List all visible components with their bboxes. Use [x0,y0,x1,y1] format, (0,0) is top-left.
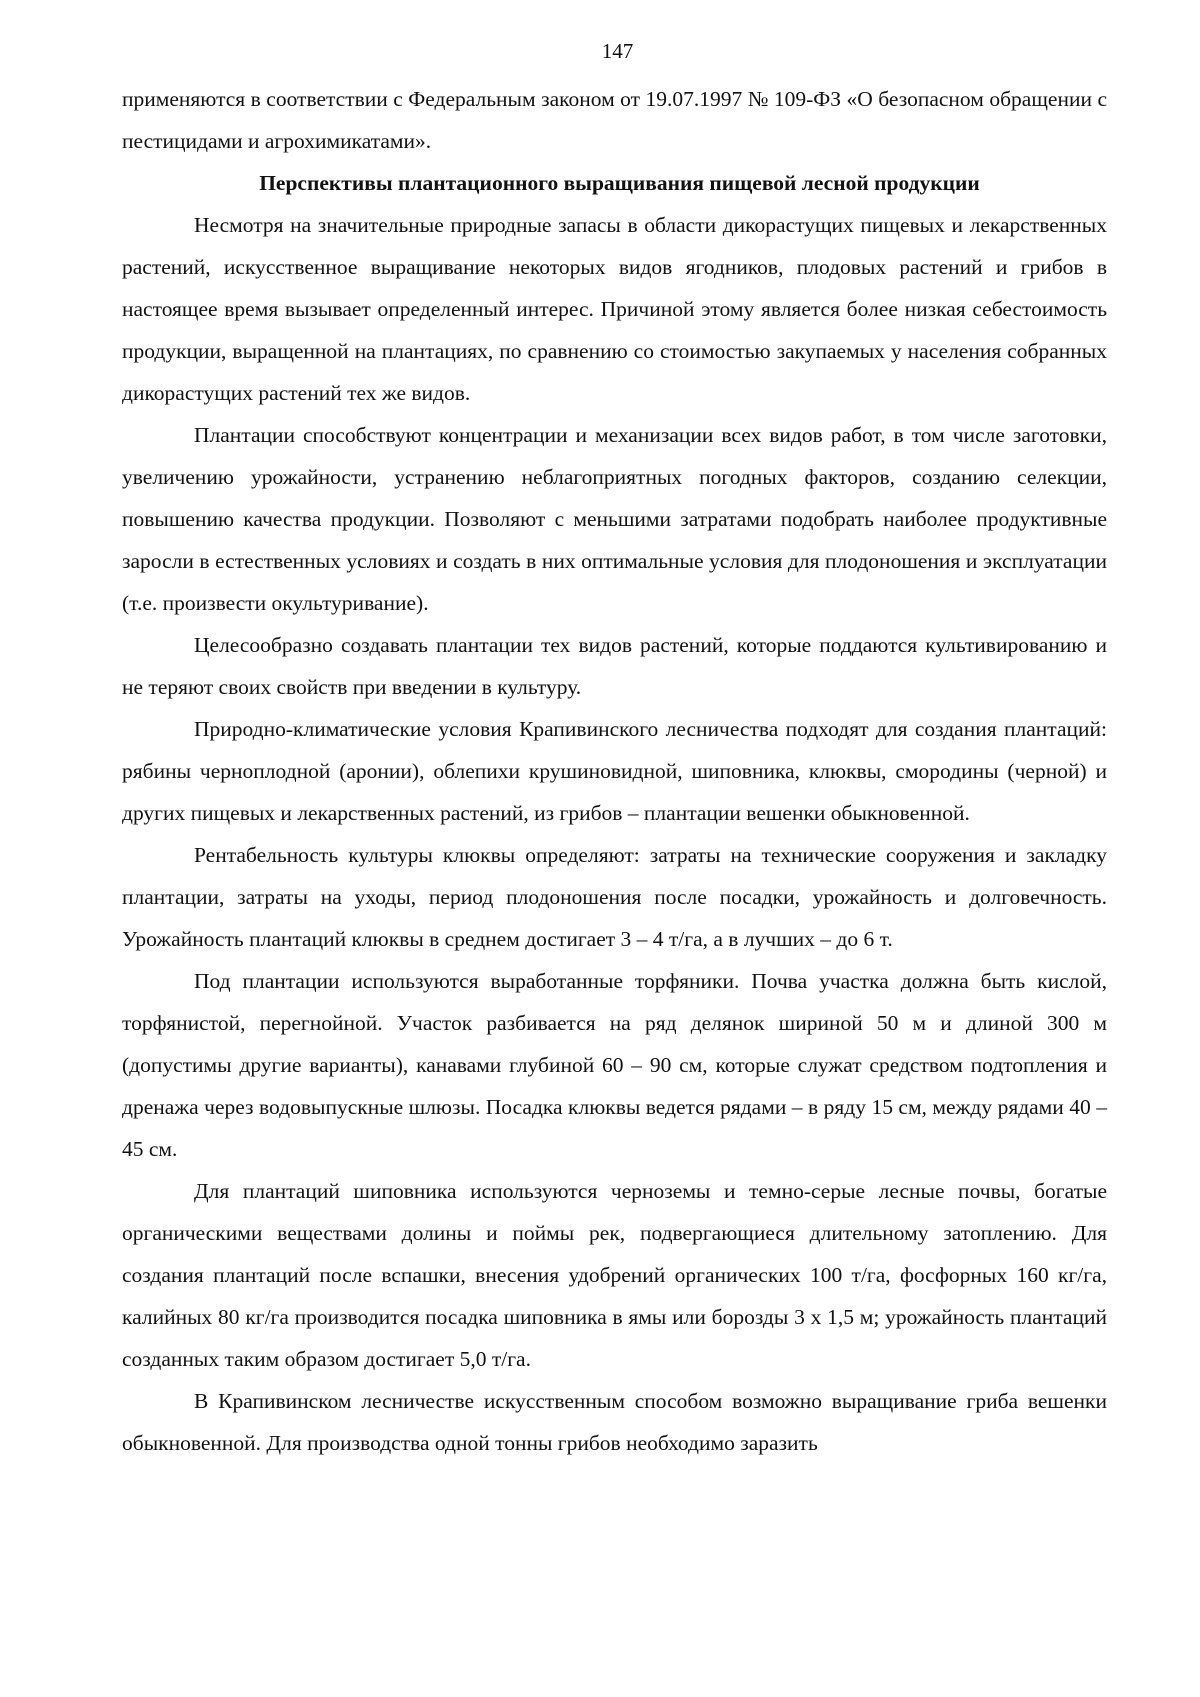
paragraph-cranberry-profitability: Рентабельность культуры клюквы определяют: затраты на технические сооружения и закладку плантации, затраты на уходы, период плодоношения после посадки, урожайность и долговечность. Урожайность плантаций клюквы в среднем достигает 3 – 4 т/га, а в лучших – до 6 т. [122,843,1107,951]
intro-continuation-paragraph: применяются в соответствии с Федеральным законом от 19.07.1997 № 109-ФЗ «О безопасном обращении с пестицидами и агрохимикатами». [122,87,1107,153]
paragraph-wild-plants-interest: Несмотря на значительные природные запасы в области дикорастущих пищевых и лекарственных растений, искусственное выращивание некоторых видов ягодников, плодовых растений и грибов в настоящее время вызывает определенный интерес. Причиной этому является более низкая себестоимость продукции, выращенной на плантациях, по сравнению со стоимостью закупаемых у населения собранных дикорастущих растений тех же видов. [122,213,1107,405]
section-heading: Перспективы плантационного выращивания пищевой лесной продукции [259,171,980,195]
paragraph-rosehip-plantations: Для плантаций шиповника используются черноземы и темно-серые лесные почвы, богатые органическими веществами долины и поймы рек, подвергающиеся длительному затоплению. Для создания плантаций после вспашки, внесения удобрений органических 100 т/га, фосфорных 160 кг/га, калийных 80 кг/га производится посадка шиповника в ямы или борозды 3 х 1,5 м; урожайность плантаций созданных таким образом достигает 5,0 т/га. [122,1179,1107,1371]
paragraph-suitable-species: Целесообразно создавать плантации тех видов растений, которые поддаются культивированию и не теряют своих свойств при введении в культуру. [122,633,1107,699]
paragraph-peat-plantations: Под плантации используются выработанные торфяники. Почва участка должна быть кислой, торфянистой, перегнойной. Участок разбивается на ряд делянок шириной 50 м и длиной 300 м (допустимы другие варианты), канавами глубиной 60 – 90 см, которые служат средством подтопления и дренажа через водовыпускные шлюзы. Посадка клюквы ведется рядами – в ряду 15 см, между рядами 40 – 45 см. [122,969,1107,1161]
page-body [122,78,1107,1464]
page-number: 147 [601,39,634,63]
paragraph-plantation-benefits: Плантации способствуют концентрации и механизации всех видов работ, в том числе заготовки, увеличению урожайности, устранению неблагоприятных погодных факторов, созданию селекции, повышению качества продукции. Позволяют с меньшими затратами подобрать наиболее продуктивные заросли в естественных условиях и создать в них оптимальные условия для плодоношения и эксплуатации (т.е. произвести окультуривание). [122,423,1107,615]
paragraph-climate-conditions: Природно-климатические условия Крапивинского лесничества подходят для создания плантаций: рябины черноплодной (аронии), облепихи крушиновидной, шиповника, клюквы, смородины (черной) и других пищевых и лекарственных растений, из грибов – плантации вешенки обыкновенной. [122,717,1107,825]
paragraph-oyster-mushroom: В Крапивинском лесничестве искусственным способом возможно выращивание гриба вешенки обыкновенной. Для производства одной тонны грибов необходимо заразить [122,1389,1107,1455]
